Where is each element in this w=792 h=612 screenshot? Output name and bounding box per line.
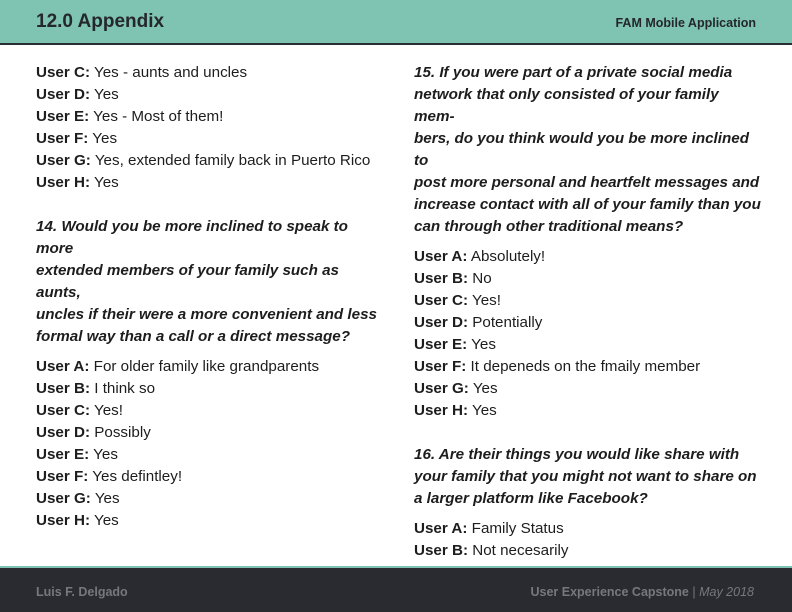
previous-answers [36,62,384,194]
page-title: 12.0 Appendix [36,11,165,32]
question-15-answers [414,246,762,422]
answer-line: User E: Yes - Most of them! [36,108,224,125]
answer-line: User F: Yes [36,130,118,147]
answer-line: User A: For older family like grandparents [36,358,320,375]
answer-line: User G: Yes [36,490,120,507]
answer-line: User C: Yes! [36,402,123,419]
page-header [0,0,792,45]
answer-line: User D: Possibly [36,424,151,441]
answer-line: User C: Yes! [414,292,501,309]
answer-line: User E: Yes [414,336,496,353]
answer-line: User D: Potentially [414,314,543,331]
answer-line: User D: Yes [36,86,119,103]
answer-line: User B: I think so [36,380,156,397]
answer-line: User H: Yes [36,512,119,529]
question-14: 14. Would you be more inclined to speak to more extended members of your family such as aunts, uncles if their were a more convenient and less formal way than a call or a direct message? [36,218,377,345]
question-14-answers [36,356,384,532]
answer-line: User E: Yes [36,446,118,463]
answer-line: User H: Yes [414,402,497,419]
left-column [36,62,384,532]
right-column [414,62,762,584]
answer-line: User G: Yes [414,380,498,397]
author-name: Luis F. Delgado [36,585,128,599]
answer-line: User A: Family Status [414,520,564,537]
question-15: 15. If you were part of a private social media network that only consisted of your family mem- bers, do you think would you be more inclined to post more personal and heartfelt messages and increase contact with all of your family than you can through other traditional means? [414,64,761,235]
course-and-date: User Experience Capstone | May 2018 [530,585,754,599]
page-footer [0,566,792,612]
answer-line: User F: Yes defintley! [36,468,183,485]
answer-line: User C: Yes - aunts and uncles [36,64,248,81]
answer-line: User B: No [414,270,492,287]
answer-line: User H: Yes [36,174,119,191]
app-name: FAM Mobile Application [615,16,756,30]
answer-line: User B: Not necesarily [414,542,569,559]
question-16: 16. Are their things you would like share with your family that you might not want to share on a larger platform like Facebook? [414,446,757,507]
answer-line: User F: It depeneds on the fmaily member [414,358,701,375]
answer-line: User A: Absolutely! [414,248,546,265]
answer-line: User G: Yes, extended family back in Puerto Rico [36,152,371,169]
